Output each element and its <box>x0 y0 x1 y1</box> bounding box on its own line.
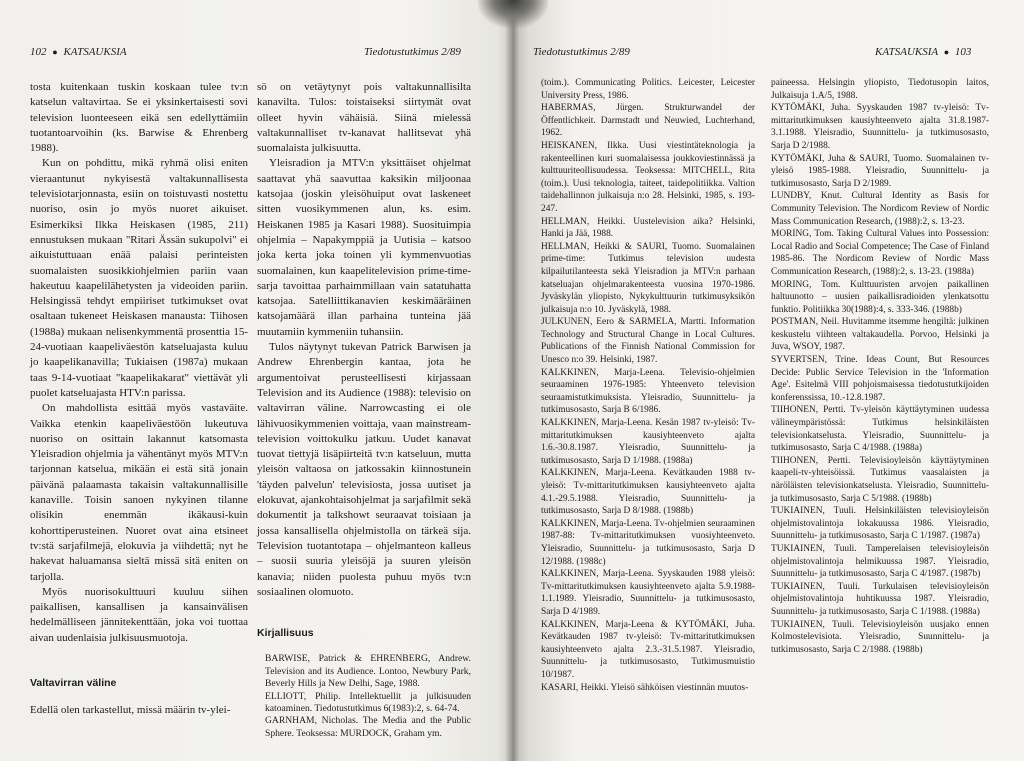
right-header-title: KATSAUKSIA <box>875 46 938 58</box>
reference-entry: TUKIAINEN, Tuuli. Turkulaisen televisioyleisön ohjelmistovalintoja huhtikuussa 1987. Yleisradio, Suunnittelu- ja tutkimusosasto, Sarja C 1/1988. (1988a) <box>771 581 989 617</box>
header-bullet-icon: ● <box>52 47 58 57</box>
reference-entry: MORING, Tom. Kulttuuristen arvojen paikallinen haltuunotto – uusien paikallisradioiden ylenkatsottu funktio. Politiikka 30(1988):4, s. 333-346. (1988b) <box>771 279 989 315</box>
reference-entry: (toim.). Communicating Politics. Leicester, Leicester University Press, 1986. <box>541 78 755 101</box>
reference-entry: SYVERTSEN, Trine. Ideas Count, But Resources Decide: Public Service Television in the 'Information Age'. Esitelmä VIII pohjoismaisessa tiedotustutkijoiden konferenssissa, 10.-12.8.1987. <box>771 355 989 403</box>
section-heading-kirjallisuus: Kirjallisuus <box>257 627 314 640</box>
reference-entry: KALKKINEN, Marja-Leena. Kevätkauden 1988 tv-yleisö: Tv-mittaritutkimuksen kausiyhteenveto ajalta 4.1.-29.5.1988. Yleisradio, Suunnittelu- ja tutkimusosasto, Sarja D 8/1988. (1988b) <box>541 468 755 517</box>
paragraph: sö on vetäytynyt pois valtakunnallisilta kanavilta. Tulos: toistaiseksi siirtymät ovat olleet hyvin vähäisiä. Siinä mielessä valtakunnalliset tv-kanavat hallitsevat yhä suomalaista julkisuutta. <box>257 81 471 155</box>
right-running-header <box>875 46 971 58</box>
right-header-journal: Tiedotustutkimus 2/89 <box>533 46 630 58</box>
reference-entry: JULKUNEN, Eero & SARMELA, Martti. Information Technology and Structural Change in Local Cultures. Publications of the Finnish National Commission for Unesco n:o 39. Helsinki, 1987. <box>541 317 755 366</box>
reference-entry: BARWISE, Patrick & EHRENBERG, Andrew. Television and its Audience. Lontoo, Newbury Park, Beverly Hills ja New Delhi, Sage, 1988. <box>265 653 471 690</box>
reference-entry: KYTÖMÄKI, Juha & SAURI, Tuomo. Suomalainen tv-yleisö 1985-1988. Yleisradio, Suunnittelu- ja tutkimusosasto, Sarja D 2/1989. <box>771 153 989 189</box>
reference-entry: GARNHAM, Nicholas. The Media and the Public Sphere. Teoksessa: MURDOCK, Graham ym. <box>265 715 471 739</box>
reference-entry: KALKKINEN, Marja-Leena. Syyskauden 1988 yleisö: Tv-mittaritutkimuksen kausiyhteenveto ajalta 5.9.1988-1.1.1989. Yleisradio, Suunnittelu- ja tutkimusosasto, Sarja D 4/1989. <box>541 569 755 617</box>
book-gutter-shadow <box>505 0 519 761</box>
reference-entry: KYTÖMÄKI, Juha. Syyskauden 1987 tv-yleisö: Tv-mittaritutkimuksen kausiyhteenveto ajalta 31.8.1987-3.1.1988. Yleisradio, Suunnittelu- ja tutkimusosasto, Sarja D 2/1988. <box>771 103 989 151</box>
right-column-2 <box>763 77 989 656</box>
left-header-title: KATSAUKSIA <box>63 46 127 58</box>
left-header-journal: Tiedotustutkimus 2/89 <box>364 46 461 58</box>
reference-entry: HELLMAN, Heikki & SAURI, Tuomo. Suomalainen prime-time: Tutkimus television uudesta kilpailutilanteesta sekä Yleisradion ja MTV:n parhaan katseluajan ohjelmarakenteesta vuosina 1970-1986. Jyväskylän yliopisto, Nykykulttuurin tutkimusyksikön julkaisuja n:o 10. Jyväskylä, 1988. <box>541 241 755 315</box>
reference-entry: TIIHONEN, Pertti. Tv-yleisön käyttäytyminen uudessa välineympäristössä: Tutkimus helsinkiläisten televisionkatselusta. Yleisradio, Suunnittelu- ja tutkimusosasto, Sarja C 4/1988. (1988a) <box>771 405 989 454</box>
paragraph: On mahdollista esittää myös vastaväite. Vaikka etenkin kaapeliväestöön lukeutuva nuoriso on osittain lakannut katsomasta Yleisradion ohjelmia ja vähentänyt myös MTV:n tarjonnan katselua, mikään ei estä sitä jonain päivänä palaamasta takaisin valtakunnallisille kanaville. Toisin sanoen nykyinen tilanne olisikin enemmän ikäkausi-kuin kohorttiperusteinen. Nuoret ovat aina etsineet tv:stä sarjafilmejä, elokuvia ja viihdettä; nyt he hakevat haluamansa sieltä missä sitä eniten on tarjolla. <box>30 402 248 583</box>
right-page-number: 103 <box>954 46 972 58</box>
reference-entry: MORING, Tom. Taking Cultural Values into Possession: Local Radio and Social Competence; The Case of Finland 1985-86. The Nordicom Review of Nordic Mass Communication Research, (1988):2, s. 13-23. (1988a) <box>771 229 990 277</box>
reference-entry: POSTMAN, Neil. Huvitamme itsemme hengiltä: julkinen keskustelu viihteen valtakaudella. Porvoo, Helsinki ja Juva, WSOY, 1987. <box>771 317 989 353</box>
book-spine-top-shadow <box>478 0 548 28</box>
reference-entry: HABERMAS, Jürgen. Strukturwandel der Öffentlichkeit. Darmstadt und Neuwied, Luchterhand, 1962. <box>541 103 755 139</box>
left-column-1 <box>30 80 248 719</box>
paragraph: Myös nuorisokulttuuri kuuluu siihen paikallisen, kansallisen ja kansainvälisen hedelmälliseen jännitekenttään, joka voi tuottaa aivan uudenlaisia julkisuusmuotoja. <box>30 585 248 644</box>
paragraph: Tulos näytynyt tukevan Patrick Barwisen ja Andrew Ehrenbergin kantaa, jota he argumentoivat perusteellisesti kirjassaan Television and its Audience (1988): televisio on valtavirran väline. Narrowcasting ei ole lähivuosikymmenien voittaja, vaan mainstream-television voittokulku jatkuu. Uudet kanavat tuovat tiettyjä lisäpiirteitä tv:n katseluun, mutta yleisön valtaosa on jatkossakin kiinnostunein 'täyden palvelun' televisiosta, jossa uutiset ja elokuvat, ajankohtaisohjelmat ja sarjafilmit sekä dokumentit ja talkshowt seuraavat toisiaan ja jossa kansallisella ohjelmistolla on tärkeä sija. Television tuotantotapa – ohjelmanteon kalleus – suosii suuria yleisöjä ja suuren yleisön kanavia; niiden puolesta puhuu myös tv:n sosiaalinen olomuoto. <box>257 341 471 598</box>
header-bullet-icon: ● <box>943 47 950 57</box>
left-page-number: 102 <box>30 46 47 58</box>
paragraph: tosta kuitenkaan tuskin koskaan tulee tv:n katselun valtavirtaa. Se ei yksinkertaisesti sovi television luonteeseen eikä sen edellyttämiin tuotantoarvoihin (ks. Barwise & Ehrenberg 1988). <box>30 81 248 155</box>
reference-entry: KALKKINEN, Marja-Leena. Televisio-ohjelmien seuraaminen 1976-1985: Yhteenveto television seuraamistutkimuksista. Yleisradio, Suunnittelu- ja tutkimusosasto, Sarja B 6/1986. <box>541 367 755 416</box>
reference-entry: TUKIAINEN, Tuuli. Televisioyleisön uusjako ennen Kolmostelevisiota. Yleisradio, Suunnittelu- ja tutkimusosasto, Sarja C 2/1988. (1988b) <box>771 619 989 655</box>
reference-entry: paineessa. Helsingin yliopisto, Tiedotusopin laitos, Julkaisuja 1.A/5, 1988. <box>771 78 989 101</box>
section-heading-valtavirran: Valtavirran väline <box>30 676 117 689</box>
reference-entry: KALKKINEN, Marja-Leena & KYTÖMÄKI, Juha. Kevätkauden 1987 tv-yleisö: Tv-mittaritutkimuksen kausiyhteenveto ajalta 2.3.-31.5.1987. Yleisradio, Suunnittelu- ja tutkimusosasto, Tutkimusmuistio 10/1987. <box>541 619 755 680</box>
reference-entry: TUKIAINEN, Tuuli. Helsinkiläisten televisioyleisön ohjelmistovalintoja lokakuussa 1986. Yleisradio, Suunnittelu- ja tutkimusosasto, Sarja C 1/1987. (1987a) <box>771 506 989 542</box>
reference-entry: LUNDBY, Knut. Cultural Identity as Basis for Community Television. The Nordicom Review of Nordic Mass Communication Research, (1988):2, s. 13-23. <box>771 191 989 227</box>
right-page <box>513 0 1024 761</box>
reference-entry: KALKKINEN, Marja-Leena. Kesän 1987 tv-yleisö: Tv-mittaritutkimuksen kausiyhteenveto ajalta 1.6.-30.8.1987. Yleisradio, Suunnittelu- ja tutkimusosasto, Sarja D 1/1988. (1988a) <box>541 418 755 466</box>
reference-entry: TIIHONEN, Pertti. Televisioyleisön käyttäytyminen kaapeli-tv-yhteisöissä. Tutkimus vaasalaisten ja näröläisten televisionkatselusta. Yleisradio, Suunnittelu- ja tutkimusosasto, Sarja C 5/1988. (1988b) <box>771 455 989 504</box>
paragraph: Kun on pohdittu, mikä ryhmä olisi eniten vieraantunut nykyisestä valtakunnallisesta televisiotarjonnasta, esiin on toistuvasti nostettu nuoriso, osin jo myös nuoret aikuiset. Esimerkiksi Ilkka Heiskasen (1985, 211) ennustuksen mukaan "Ritari Ässän sukupolvi" ei aikuistuttuaan enää palaisi perinteisten suomalaisten suosikkiohjelmien pariin vaan hakeutuu kaapelilähetysten ja videoiden pariin. Helsingissä tehdyt empiiriset tutkimukset ovat osaltaan tukeneet Heiskasen manausta: Tiihosen (1988a) mukaan nelisenkymmentä prosenttia 15-24-vuotiaan kaapeliväestön katseluajasta kuluu jo kaapelikanavilla; Tukiaisen (1987a) mukaan taas 9-14-vuotiaat "kaapelikakarat" viettävät yli puolet katseluajasta HTV:n parissa. <box>30 157 248 399</box>
reference-entry: TUKIAINEN, Tuuli. Tamperelaisen televisioyleisön ohjelmistovalintoja helmikuussa 1987. Yleisradio, Suunnittelu- ja tutkimusosasto, Sarja C 4/1987. (1987b) <box>771 543 989 580</box>
reference-entry: KASARI, Heikki. Yleisö sähköisen viestinnän muutos- <box>541 682 749 693</box>
paragraph: Edellä olen tarkastellut, missä määrin tv-ylei- <box>30 704 231 717</box>
left-running-header <box>30 46 127 58</box>
reference-entry: HELLMAN, Heikki. Uustelevision aika? Helsinki, Hanki ja Jää, 1988. <box>541 216 755 240</box>
reference-entry: HEISKANEN, Ilkka. Uusi viestintäteknologia ja rakenteellinen kuri suomalaisessa joukkoviestinnässä ja kulttuuriteollisuudessa. Teoksessa: MITCHELL, Rita (toim.). Uusi teknologia, taiteet, taidepolitiikka. Valtion taidehallinnon julkaisuja n:o 28. Helsinki, 1985, s. 193-247. <box>541 140 755 214</box>
right-column-1 <box>533 77 755 694</box>
reference-entry: KALKKINEN, Marja-Leena. Tv-ohjelmien seuraaminen 1987-88: Tv-mittaritutkimuksen vuosiyhteenveto. Yleisradio, Suunnittelu- ja tutkimusosasto, Sarja D 12/1988. (1988c) <box>541 518 755 567</box>
paragraph: Yleisradion ja MTV:n yksittäiset ohjelmat saattavat yhä saavuttaa kaksikin miljoonaa katsojaa (joskin yleisöhuiput ovat laskeneet sitten vuosikymmenen alun, ks. esim. Heiskanen 1985 ja Kasari 1988). Suosituimpia ohjelmia – Napakymppiä ja Uutisia – katsoo joka kerta joka toinen yli kymmenvuotias suomalainen, kun kaapelitelevision prime-time-sarja tavoittaa parhaimmillaan vain satatuhatta katsojaa. Satelliittikanavien keskimääräinen katsojamäärä illan parhaina tunteina jää muutamiin kymmeniin tuhansiin. <box>257 157 471 338</box>
left-column-2 <box>257 80 471 740</box>
reference-entry: ELLIOTT, Philip. Intellektuellit ja julkisuuden katoaminen. Tiedotustutkimus 6(1983):2, s. 64-74. <box>265 690 471 715</box>
